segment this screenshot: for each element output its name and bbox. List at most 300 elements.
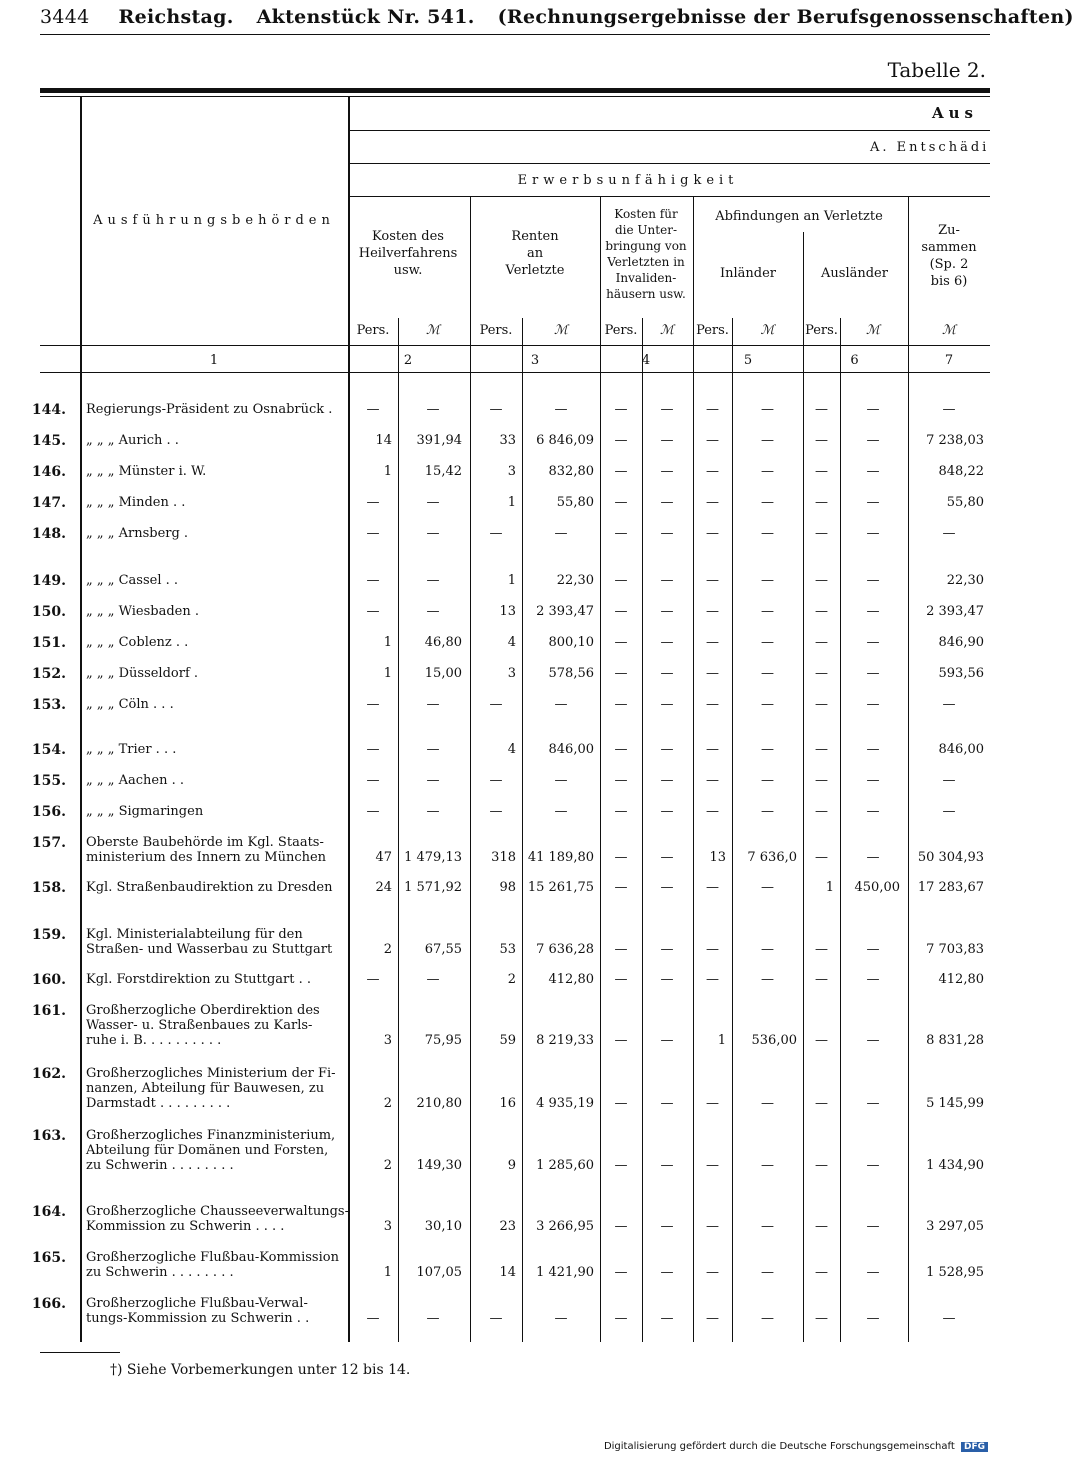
table-cell: — <box>815 972 828 987</box>
table-cell: — <box>761 1265 774 1280</box>
table-cell: — <box>614 1265 628 1280</box>
table-cell: 3 <box>507 464 516 479</box>
table-cell: — <box>426 495 440 510</box>
table-cell: 2 <box>383 1158 392 1173</box>
table-cell: — <box>942 526 956 541</box>
table-cell: 3 297,05 <box>926 1219 984 1234</box>
table-cell: 1 <box>507 573 516 588</box>
table-cell: — <box>660 573 674 588</box>
mark-label: ℳ <box>866 323 880 338</box>
table-cell: — <box>426 773 440 788</box>
table-cell: — <box>866 1219 880 1234</box>
row-description <box>86 773 342 788</box>
row-description-line: „ „ „ Cöln . . . <box>86 697 174 712</box>
table-cell: 1 285,60 <box>536 1158 594 1173</box>
table-cell: — <box>489 526 503 541</box>
table-cell: — <box>614 804 628 819</box>
table-cell: 23 <box>499 1219 516 1234</box>
table-cell: — <box>660 666 674 681</box>
table-cell: — <box>366 495 380 510</box>
table-cell: — <box>942 804 956 819</box>
table-cell: — <box>761 495 774 510</box>
table-cell: — <box>426 402 440 417</box>
table-cell: — <box>706 1311 719 1326</box>
pers-label: Pers. <box>356 323 390 338</box>
table-top-rule <box>40 88 990 93</box>
row-description-line: Wasser- u. Straßenbaues zu Karls- <box>86 1018 313 1033</box>
table-cell: — <box>815 495 828 510</box>
table-cell: — <box>866 697 880 712</box>
table-cell: — <box>866 972 880 987</box>
table-cell: — <box>761 573 774 588</box>
table-cell: — <box>489 402 503 417</box>
table-cell: — <box>706 697 719 712</box>
table-cell: — <box>660 402 674 417</box>
table-cell: — <box>706 972 719 987</box>
row-description <box>86 1003 342 1048</box>
table-cell: — <box>366 402 380 417</box>
table-cell: 15,42 <box>424 464 462 479</box>
table-cell: 536,00 <box>751 1033 797 1048</box>
table-cell: 412,80 <box>938 972 984 987</box>
table-cell: — <box>866 942 880 957</box>
row-description-line: „ „ „ Aurich . . <box>86 433 179 448</box>
table-cell: — <box>366 697 380 712</box>
header-title-3: (Rechnungsergebnisse der Berufsgenossenschaften) <box>497 6 1074 28</box>
row-description-line: „ „ „ Coblenz . . <box>86 635 189 650</box>
table-cell: — <box>706 773 719 788</box>
row-description <box>86 604 342 619</box>
col-header-erwerb: Erwerbsunfähigkeit <box>517 173 739 188</box>
table-cell: 800,10 <box>548 635 594 650</box>
table-cell: — <box>614 1033 628 1048</box>
table-cell: — <box>761 433 774 448</box>
col-header-auslaender: Ausländer <box>821 266 888 281</box>
table-cell: — <box>366 1311 380 1326</box>
header-bottom-rule <box>40 345 990 346</box>
col-header-renten <box>470 228 600 279</box>
row-description-line: „ „ „ Aachen . . <box>86 773 184 788</box>
row-description-line: Großherzogliche Flußbau-Verwal- <box>86 1296 308 1311</box>
table-cell: — <box>660 1033 674 1048</box>
table-cell: — <box>815 402 828 417</box>
table-cell: — <box>942 1311 956 1326</box>
table-cell: — <box>366 526 380 541</box>
table-cell: — <box>614 495 628 510</box>
table-cell: — <box>942 697 956 712</box>
table-cell: — <box>614 880 628 895</box>
table-cell: — <box>614 972 628 987</box>
table-cell: — <box>761 1158 774 1173</box>
digitization-notice <box>604 1441 988 1452</box>
table-cell: — <box>660 742 674 757</box>
table-cell: 1 <box>383 635 392 650</box>
table-cell: — <box>614 1096 628 1111</box>
table-cell: 1 421,90 <box>536 1265 594 1280</box>
table-cell: 16 <box>499 1096 516 1111</box>
kosten-heil-line2: Heilverfahrens <box>358 246 458 261</box>
table-cell: — <box>660 635 674 650</box>
column-number: 5 <box>743 353 753 368</box>
table-cell: — <box>706 526 719 541</box>
table-cell: — <box>761 526 774 541</box>
row-description-line: Regierungs-Präsident zu Osnabrück . <box>86 402 333 417</box>
table-cell: — <box>815 1158 828 1173</box>
row-number: 146. <box>31 464 66 480</box>
table-cell: — <box>426 604 440 619</box>
table-cell: — <box>426 972 440 987</box>
table-cell: — <box>706 635 719 650</box>
table-cell: 55,80 <box>946 495 984 510</box>
row-number: 163. <box>31 1128 66 1144</box>
table-cell: — <box>614 433 628 448</box>
row-description <box>86 972 342 987</box>
row-number: 149. <box>31 573 66 589</box>
row-description-line: „ „ „ Sigmaringen <box>86 804 204 819</box>
table-cell: 67,55 <box>424 942 462 957</box>
column-number: 6 <box>850 353 859 368</box>
table-cell: 3 <box>383 1033 392 1048</box>
row-description-line: „ „ „ Minden . . <box>86 495 186 510</box>
table-cell: 2 <box>383 942 392 957</box>
table-cell: — <box>366 804 380 819</box>
table-cell: — <box>815 1033 828 1048</box>
row-description-line: Abteilung für Domänen und Forsten, <box>86 1143 329 1158</box>
row-description <box>86 573 342 588</box>
row-description <box>86 402 342 417</box>
table-cell: 24 <box>375 880 392 895</box>
row-description-line: Kommission zu Schwerin . . . . <box>86 1219 285 1234</box>
row-number: 152. <box>31 666 66 682</box>
table-cell: — <box>761 773 774 788</box>
table-cell: 210,80 <box>416 1096 462 1111</box>
pers-label: Pers. <box>604 323 638 338</box>
table-cell: 15 261,75 <box>527 880 594 895</box>
row-description <box>86 666 342 681</box>
row-number: 161. <box>31 1003 66 1019</box>
row-description <box>86 635 342 650</box>
renten-line3: Verletzte <box>505 263 565 278</box>
table-cell: — <box>815 1096 828 1111</box>
table-cell: — <box>866 1265 880 1280</box>
pers-label: Pers. <box>696 323 729 338</box>
table-cell: — <box>660 880 674 895</box>
table-cell: — <box>614 1311 628 1326</box>
row-description <box>86 464 342 479</box>
row-number: 166. <box>31 1296 66 1312</box>
table-cell: — <box>554 804 568 819</box>
row-description <box>86 880 342 895</box>
table-cell: — <box>426 526 440 541</box>
table-cell: 412,80 <box>548 972 594 987</box>
table-cell: 7 238,03 <box>926 433 984 448</box>
page-number: 3444 <box>40 6 90 28</box>
table-cell: — <box>815 942 828 957</box>
table-cell: — <box>614 742 628 757</box>
table-cell: 832,80 <box>548 464 594 479</box>
mark-label: ℳ <box>660 323 674 338</box>
row-number: 160. <box>31 972 66 988</box>
table-cell: — <box>761 697 774 712</box>
row-description-line: Darmstadt . . . . . . . . . <box>86 1096 231 1111</box>
table-cell: — <box>426 697 440 712</box>
col-header-kosten-heil <box>348 228 468 279</box>
table-cell: — <box>815 697 828 712</box>
table-cell: 1 <box>825 880 834 895</box>
row-number: 164. <box>31 1204 66 1220</box>
table-cell: — <box>489 1311 503 1326</box>
zusammen-line3: (Sp. 2 <box>929 257 969 272</box>
table-cell: 22,30 <box>556 573 594 588</box>
table-cell: 149,30 <box>416 1158 462 1173</box>
row-description-line: Großherzogliche Chausseeverwaltungs- <box>86 1204 349 1219</box>
table-cell: — <box>554 402 568 417</box>
table-cell: 318 <box>491 850 516 865</box>
table-cell: 1 <box>383 666 392 681</box>
table-cell: — <box>866 1096 880 1111</box>
table-cell: — <box>866 1033 880 1048</box>
header-rule <box>40 34 990 35</box>
table-cell: — <box>761 804 774 819</box>
table-cell: 15,00 <box>424 666 462 681</box>
table-cell: — <box>866 742 880 757</box>
table-cell: — <box>366 972 380 987</box>
col-header-kosten-unter <box>600 206 692 302</box>
table-cell: — <box>866 573 880 588</box>
table-cell: — <box>660 1158 674 1173</box>
row-number: 159. <box>31 927 66 943</box>
table-cell: 1 <box>717 1033 726 1048</box>
table-cell: — <box>706 495 719 510</box>
col-header-abfindungen: Abfindungen an Verletzte <box>715 209 883 224</box>
row-description-line: „ „ „ Cassel . . <box>86 573 179 588</box>
table-cell: — <box>554 526 568 541</box>
table-cell: — <box>489 804 503 819</box>
table-cell: — <box>761 464 774 479</box>
table-cell: — <box>614 464 628 479</box>
table-cell: 53 <box>499 942 516 957</box>
table-cell: — <box>815 850 828 865</box>
table-cell: — <box>660 1096 674 1111</box>
table-cell: — <box>660 526 674 541</box>
table-cell: — <box>660 972 674 987</box>
table-cell: — <box>554 1311 568 1326</box>
mark-label: ℳ <box>760 323 775 338</box>
colnum-bottom-rule <box>40 372 990 373</box>
row-description-line: Großherzogliche Oberdirektion des <box>86 1003 320 1018</box>
footnote: †) Siehe Vorbemerkungen unter 12 bis 14. <box>110 1362 411 1378</box>
table-cell: — <box>660 1265 674 1280</box>
table-cell: 8 219,33 <box>536 1033 594 1048</box>
table-top-rule-thin <box>40 96 990 97</box>
table-cell: 59 <box>499 1033 516 1048</box>
column-number: 1 <box>209 353 219 368</box>
table-cell: 391,94 <box>416 433 462 448</box>
mark-label: ℳ <box>554 323 568 338</box>
row-description-line: Kgl. Ministerialabteilung für den <box>86 927 303 942</box>
kosten-unter-line5: Invaliden- <box>615 271 677 285</box>
table-cell: 3 <box>507 666 516 681</box>
dfg-logo: DFG <box>961 1442 988 1452</box>
table-cell: — <box>706 666 719 681</box>
table-cell: 14 <box>375 433 392 448</box>
table-cell: 9 <box>507 1158 516 1173</box>
table-cell: 1 <box>383 1265 392 1280</box>
row-description-line: Kgl. Straßenbaudirektion zu Dresden <box>86 880 333 895</box>
table-cell: — <box>489 697 503 712</box>
table-cell: 578,56 <box>548 666 594 681</box>
table-cell: — <box>815 1265 828 1280</box>
kosten-unter-line2: die Unter- <box>615 223 677 237</box>
table-cell: — <box>614 1219 628 1234</box>
table-cell: 4 935,19 <box>536 1096 594 1111</box>
page-header <box>40 6 1074 28</box>
table-cell: — <box>614 1158 628 1173</box>
table-cell: 593,56 <box>938 666 984 681</box>
table-cell: 3 266,95 <box>536 1219 594 1234</box>
row-description-line: „ „ „ Wiesbaden . <box>86 604 199 619</box>
table-cell: — <box>761 742 774 757</box>
kosten-unter-line6: häusern usw. <box>606 287 686 301</box>
table-cell: — <box>866 773 880 788</box>
table-cell: — <box>866 464 880 479</box>
table-cell: — <box>866 495 880 510</box>
table-cell: 4 <box>507 742 516 757</box>
col-header-top: Aus <box>932 104 978 122</box>
row-description-line: Oberste Baubehörde im Kgl. Staats- <box>86 835 324 850</box>
kosten-unter-line3: bringung von <box>605 239 687 253</box>
table-cell: — <box>614 526 628 541</box>
row-number: 165. <box>31 1250 66 1266</box>
table-cell: — <box>706 604 719 619</box>
footnote-rule <box>40 1352 120 1353</box>
table-hline <box>348 130 990 131</box>
table-cell: 17 283,67 <box>917 880 984 895</box>
table-cell: 846,90 <box>938 635 984 650</box>
kosten-heil-line1: Kosten des <box>372 229 444 244</box>
table-cell: 13 <box>709 850 726 865</box>
row-description <box>86 835 342 865</box>
table-cell: — <box>614 666 628 681</box>
table-cell: — <box>761 1311 774 1326</box>
table-cell: — <box>706 942 719 957</box>
table-cell: — <box>660 604 674 619</box>
row-number: 155. <box>31 773 66 789</box>
table-cell: 14 <box>499 1265 516 1280</box>
renten-line1: Renten <box>511 229 559 244</box>
row-description-line: „ „ „ Arnsberg . <box>86 526 189 541</box>
table-cell: 107,05 <box>416 1265 462 1280</box>
row-number: 150. <box>31 604 66 620</box>
renten-line2: an <box>526 246 544 261</box>
table-cell: — <box>815 804 828 819</box>
digitization-text: Digitalisierung gefördert durch die Deutsche Forschungsgemeinschaft <box>603 1441 955 1452</box>
table-cell: — <box>866 433 880 448</box>
row-description <box>86 1128 342 1173</box>
table-cell: — <box>366 573 380 588</box>
header-title-2: Aktenstück Nr. 541. <box>256 6 475 28</box>
row-description-line: Großherzogliches Ministerium der Fi- <box>86 1066 336 1081</box>
header-title-1: Reichstag. <box>118 6 234 28</box>
row-description <box>86 742 342 757</box>
kosten-unter-line4: Verletzten in <box>607 255 685 269</box>
row-description <box>86 526 342 541</box>
row-description <box>86 433 342 448</box>
row-description-line: Kgl. Forstdirektion zu Stuttgart . . <box>86 972 312 987</box>
table-cell: — <box>614 850 628 865</box>
column-number: 2 <box>403 353 413 368</box>
table-cell: — <box>426 742 440 757</box>
table-cell: — <box>866 850 880 865</box>
table-cell: 41 189,80 <box>527 850 594 865</box>
row-description-line: „ „ „ Trier . . . <box>86 742 177 757</box>
table-cell: 7 636,0 <box>747 850 797 865</box>
table-cell: — <box>761 666 774 681</box>
table-cell: 3 <box>383 1219 392 1234</box>
row-description-line: nanzen, Abteilung für Bauwesen, zu <box>86 1081 325 1096</box>
table-cell: — <box>426 804 440 819</box>
table-cell: — <box>815 1219 828 1234</box>
table-cell: — <box>706 742 719 757</box>
table-cell: — <box>761 402 774 417</box>
table-cell: 13 <box>499 604 516 619</box>
table-cell: — <box>815 635 828 650</box>
table-cell: — <box>706 1096 719 1111</box>
table-vline <box>348 97 350 1342</box>
row-description-line: zu Schwerin . . . . . . . . <box>86 1265 234 1280</box>
row-description <box>86 927 342 957</box>
table-cell: — <box>706 880 719 895</box>
table-cell: — <box>866 635 880 650</box>
col-header-inlaender: Inländer <box>719 266 777 281</box>
table-cell: — <box>706 433 719 448</box>
table-cell: 2 <box>507 972 516 987</box>
zusammen-line1: Zu- <box>938 223 960 238</box>
table-cell: — <box>866 666 880 681</box>
zusammen-line2: sammen <box>921 240 977 255</box>
table-cell: — <box>614 635 628 650</box>
table-cell: — <box>426 1311 440 1326</box>
table-cell: — <box>815 433 828 448</box>
table-cell: 1 571,92 <box>404 880 462 895</box>
table-cell: — <box>614 942 628 957</box>
table-cell: — <box>761 880 774 895</box>
row-description-line: tungs-Kommission zu Schwerin . . <box>86 1311 310 1326</box>
table-cell: 1 528,95 <box>926 1265 984 1280</box>
table-cell: — <box>815 773 828 788</box>
table-cell: — <box>366 773 380 788</box>
row-description <box>86 1296 342 1326</box>
row-description <box>86 697 342 712</box>
table-cell: — <box>761 1096 774 1111</box>
row-number: 148. <box>31 526 66 542</box>
table-cell: — <box>614 402 628 417</box>
table-cell: — <box>761 972 774 987</box>
table-cell: — <box>706 402 719 417</box>
table-cell: — <box>942 402 956 417</box>
table-cell: — <box>815 604 828 619</box>
table-cell: — <box>660 697 674 712</box>
table-cell: — <box>614 773 628 788</box>
table-cell: 55,80 <box>556 495 594 510</box>
row-number: 158. <box>31 880 66 896</box>
table-cell: — <box>815 742 828 757</box>
row-number: 153. <box>31 697 66 713</box>
table-cell: — <box>942 773 956 788</box>
table-vline <box>80 97 82 1342</box>
table-cell: — <box>706 1219 719 1234</box>
table-cell: — <box>815 573 828 588</box>
